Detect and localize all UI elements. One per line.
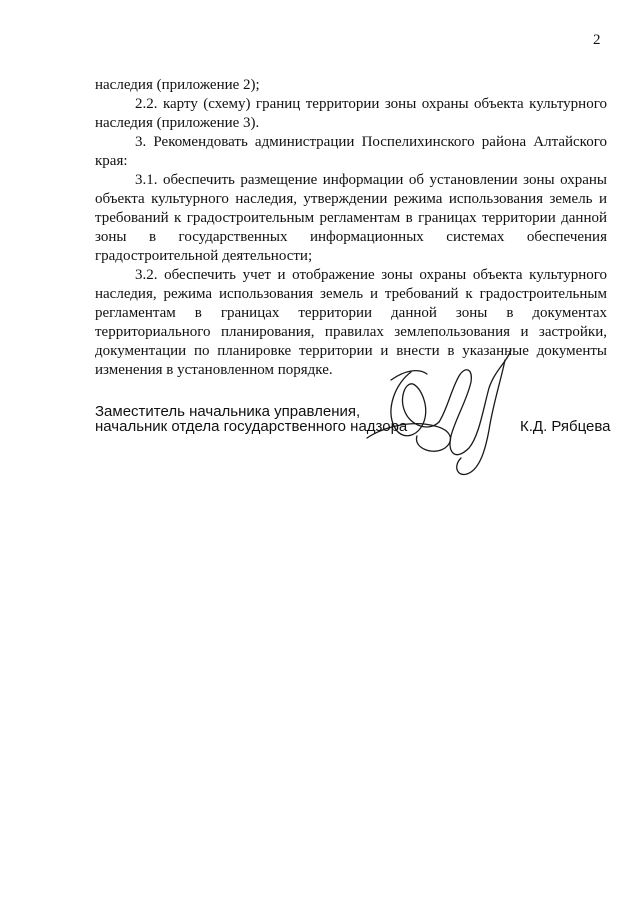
signatory-position-line-1: Заместитель начальника управления, bbox=[95, 403, 361, 420]
paragraph-3: 3. Рекомендовать администрации Поспелихинского района Алтайского края: bbox=[95, 134, 607, 169]
signatory-position bbox=[95, 404, 407, 434]
paragraph-heritage-continuation: наследия (приложение 2); bbox=[95, 77, 260, 93]
paragraph-3-2: 3.2. обеспечить учет и отображение зоны охраны объекта культурного наследия, режима использования земель и требований к градостроительным регламентам в границах территории данной зоны в документах территориального планирования, правилах землепользования и застройки, документации по планировке территории и внести в указанные документы изменения в установленном порядке. bbox=[95, 267, 607, 378]
document-body bbox=[95, 76, 607, 380]
signatory-name: К.Д. Рябцева bbox=[520, 418, 611, 435]
page-number: 2 bbox=[593, 32, 601, 48]
signature-block bbox=[95, 404, 615, 504]
signatory-position-line-2: начальник отдела государственного надзора bbox=[95, 418, 408, 435]
paragraph-2-2: 2.2. карту (схему) границ территории зоны охраны объекта культурного наследия (приложение 3). bbox=[95, 96, 607, 131]
paragraph-3-1: 3.1. обеспечить размещение информации об установлении зоны охраны объекта культурного наследия, утверждении режима использования земель и требований к градостроительным регламентам в границах территории данной зоны в государственных информационных системах обеспечения градостроительной деятельности; bbox=[95, 172, 607, 264]
